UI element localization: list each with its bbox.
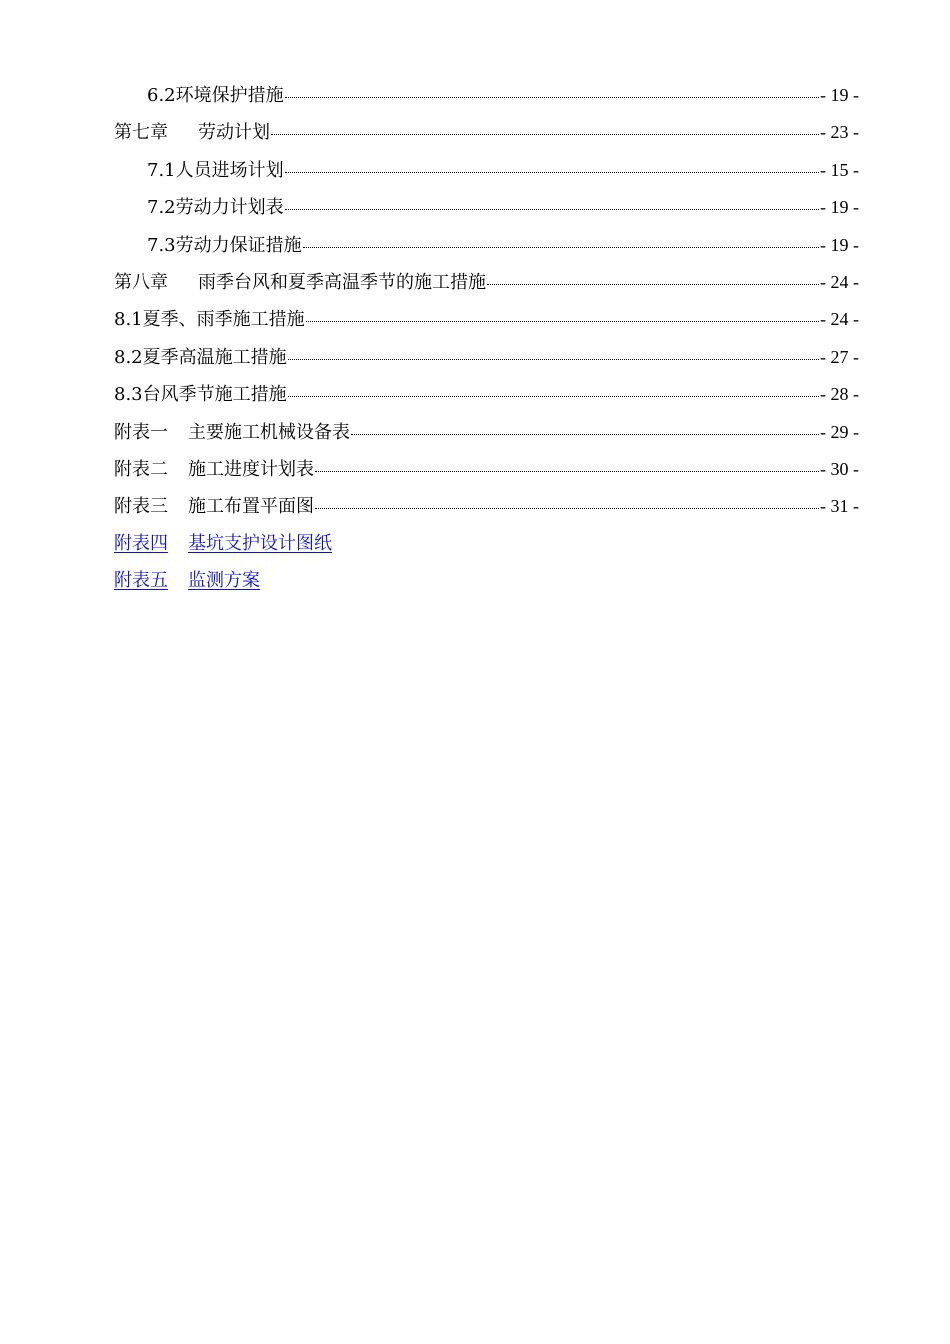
toc-entry-appendix-2[interactable] [114, 454, 859, 491]
toc-entry-title: 施工进度计划表 [188, 458, 314, 480]
toc-page-number: - 27 - [820, 346, 859, 367]
toc-link-title: 监测方案 [188, 570, 260, 592]
dot-leader [271, 133, 819, 135]
toc-entry-8-2[interactable] [114, 342, 859, 379]
toc-entry-number: 附表三 [114, 496, 168, 518]
toc-entry-number: 第七章 [114, 122, 168, 144]
toc-entry-number: 8.2 [114, 346, 143, 368]
toc-link-appendix-4[interactable] [114, 529, 859, 566]
toc-entry-number: 7.3 [147, 234, 176, 256]
toc-entry-title: 人员进场计划 [175, 159, 284, 181]
toc-page-number: - 24 - [820, 271, 859, 292]
toc-link-number: 附表五 [114, 570, 168, 592]
toc-page-number: - 30 - [820, 458, 859, 479]
dot-leader [351, 433, 819, 435]
toc-entry-chapter-8[interactable] [114, 267, 859, 304]
toc-entry-number: 6.2 [147, 85, 176, 106]
toc-page-number: - 28 - [820, 384, 859, 405]
toc-page-number: - 31 - [820, 496, 859, 517]
dot-leader [306, 320, 819, 322]
dot-leader [315, 470, 819, 472]
toc-link-appendix-5[interactable] [114, 566, 859, 603]
toc-entry-number: 附表一 [114, 421, 168, 443]
toc-page-number: - 15 - [820, 159, 859, 180]
dot-leader [315, 507, 819, 509]
dot-leader [285, 96, 819, 98]
toc-entry-title: 雨季台风和夏季高温季节的施工措施 [198, 271, 486, 293]
toc-page-number: - 23 - [820, 122, 859, 143]
toc-page-number: - 19 - [820, 197, 859, 218]
toc-entry-title: 劳动力计划表 [175, 197, 284, 219]
toc-entry-title: 劳动计划 [198, 122, 270, 144]
toc-entry-title: 主要施工机械设备表 [188, 421, 350, 443]
toc-entry-8-1[interactable] [114, 304, 859, 341]
dot-leader [303, 246, 819, 248]
toc-entry-appendix-1[interactable] [114, 417, 859, 454]
toc-entry-number: 第八章 [114, 271, 168, 293]
dot-leader [288, 395, 819, 397]
toc-entry-number: 8.1 [114, 309, 143, 331]
toc-entry-number: 7.2 [147, 197, 176, 219]
dot-leader [487, 283, 819, 285]
toc-entry-7-2[interactable] [114, 192, 859, 229]
toc-page-number: - 19 - [820, 234, 859, 255]
toc-entry-7-3[interactable] [114, 230, 859, 267]
toc-page-number: - 19 - [820, 85, 859, 105]
toc-page-number: - 24 - [820, 309, 859, 330]
dot-leader [285, 208, 819, 210]
toc-entry-7-1[interactable] [114, 155, 859, 192]
toc-entry-title: 夏季高温施工措施 [142, 346, 287, 368]
toc-entry-number: 8.3 [114, 384, 143, 406]
table-of-contents [114, 80, 859, 603]
toc-entry-number: 7.1 [147, 159, 176, 181]
toc-entry-title: 台风季节施工措施 [142, 384, 287, 406]
dot-leader [288, 358, 819, 360]
dot-leader [285, 171, 819, 173]
toc-entry-number: 附表二 [114, 458, 168, 480]
toc-link-number: 附表四 [114, 532, 168, 554]
toc-page-number: - 29 - [820, 421, 859, 442]
toc-entry-8-3[interactable] [114, 379, 859, 416]
toc-entry-title: 劳动力保证措施 [175, 234, 302, 256]
toc-entry-chapter-7[interactable] [114, 117, 859, 154]
toc-entry-6-2[interactable] [114, 80, 859, 117]
toc-entry-title: 施工布置平面图 [188, 496, 314, 518]
toc-entry-title: 环境保护措施 [175, 85, 284, 106]
toc-link-title: 基坑支护设计图纸 [188, 532, 332, 554]
toc-entry-title: 夏季、雨季施工措施 [142, 309, 305, 331]
toc-entry-appendix-3[interactable] [114, 491, 859, 528]
